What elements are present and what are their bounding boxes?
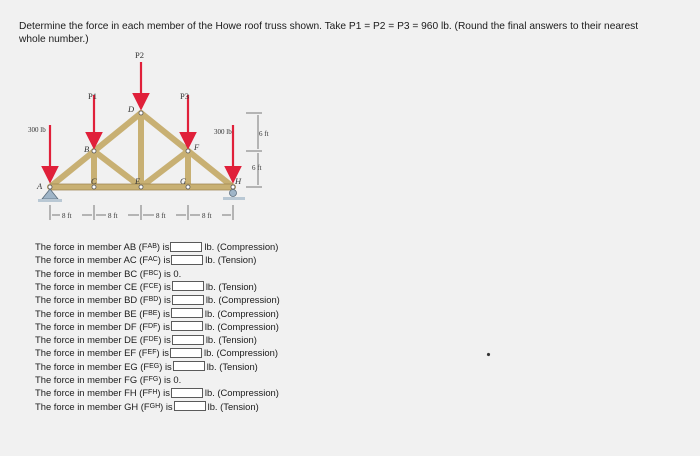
- node-d: D: [128, 104, 135, 114]
- answer-unit: lb. (Compression): [204, 307, 279, 319]
- answer-unit: lb. (Tension): [205, 280, 257, 292]
- dim-8ft-4: 8 ft: [202, 212, 212, 220]
- answer-unit: lb. (Compression): [205, 294, 280, 306]
- dim-6ft-lower: 6 ft: [252, 164, 262, 172]
- answer-unit: lb. (Compression): [204, 320, 279, 332]
- node-c: C: [91, 176, 97, 186]
- answer-subscript: CE: [148, 282, 159, 290]
- answer-subscript: BD: [148, 296, 159, 304]
- answer-suffix: ) is: [157, 387, 170, 399]
- answer-unit: lb. (Compression): [203, 347, 278, 359]
- answer-label: The force in member GH (F: [35, 400, 150, 412]
- answer-subscript: AB: [147, 243, 157, 250]
- answer-input-bd[interactable]: [172, 295, 204, 305]
- answer-subscript: DE: [148, 336, 159, 344]
- answer-input-eg[interactable]: [173, 361, 205, 371]
- label-p3: P3: [180, 91, 189, 101]
- answer-suffix: ) is: [157, 320, 170, 332]
- answer-label: The force in member EG (F: [35, 360, 150, 372]
- answer-unit: lb. (Tension): [205, 254, 257, 266]
- answer-suffix: ) is: [157, 254, 171, 266]
- answer-row-be: [35, 307, 279, 320]
- answer-input-ac[interactable]: [171, 255, 203, 265]
- answer-suffix: ) is 0.: [158, 374, 182, 385]
- label-300-right: 300 lb: [214, 128, 232, 136]
- node-g: G: [180, 176, 187, 186]
- answer-unit: lb. (Compression): [204, 241, 279, 252]
- right-support: [223, 190, 245, 201]
- answer-subscript: DF: [148, 322, 158, 330]
- answer-subscript: AC: [148, 256, 158, 264]
- node-a: A: [37, 181, 43, 191]
- answer-row-ef: [35, 346, 278, 359]
- answer-subscript: FG: [148, 376, 159, 383]
- node-e: E: [135, 176, 141, 186]
- answer-row-de: [35, 333, 257, 346]
- answer-unit: lb. (Tension): [205, 334, 257, 346]
- answer-label: The force in member DE (F: [35, 334, 149, 346]
- answer-row-bc: [35, 267, 181, 280]
- answer-input-fh[interactable]: [171, 388, 203, 398]
- node-b: B: [84, 144, 90, 154]
- dim-6ft-upper: 6 ft: [259, 130, 269, 138]
- answer-unit: lb. (Compression): [204, 387, 279, 399]
- vertical-dimensions: [246, 113, 262, 187]
- answer-row-fh: [35, 386, 279, 399]
- answer-subscript: EG: [149, 362, 160, 370]
- dim-8ft-2: 8 ft: [108, 212, 118, 220]
- answer-row-ab: [35, 240, 278, 253]
- answer-row-eg: [35, 360, 258, 373]
- answer-subscript: EF: [147, 349, 157, 357]
- answer-row-bd: [35, 293, 280, 306]
- answer-suffix: ) is: [157, 307, 170, 319]
- answer-label: The force in member AB (F: [35, 241, 148, 252]
- answer-label: The force in member EF (F: [35, 347, 148, 359]
- answer-suffix: ) is: [160, 400, 173, 412]
- answer-input-gh[interactable]: [174, 401, 206, 411]
- answer-unit: lb. (Tension): [206, 360, 258, 372]
- answer-suffix: ) is: [159, 360, 172, 372]
- answer-label: The force in member FG (F: [35, 374, 149, 385]
- answer-subscript: BC: [148, 269, 159, 277]
- answer-unit: lb. (Tension): [207, 400, 259, 412]
- answer-subscript: BE: [148, 309, 158, 317]
- answer-suffix: ) is: [158, 280, 171, 292]
- label-p2: P2: [135, 50, 144, 60]
- label-p1: P1: [88, 91, 97, 101]
- answer-label: The force in member DF (F: [35, 320, 149, 332]
- answer-input-be[interactable]: [171, 308, 203, 318]
- answer-label: The force in member BE (F: [35, 307, 149, 319]
- answer-label: The force in member FH (F: [35, 387, 149, 399]
- answer-row-ac: [35, 253, 256, 266]
- answer-row-fg: [35, 373, 181, 386]
- truss-members: [50, 113, 233, 187]
- answer-row-gh: [35, 400, 259, 413]
- answer-suffix: ) is: [156, 241, 170, 252]
- dim-8ft-1: 8 ft: [62, 212, 72, 220]
- dim-8ft-3: 8 ft: [156, 212, 166, 220]
- answer-suffix: ) is: [158, 294, 171, 306]
- answer-suffix: ) is: [156, 347, 169, 359]
- answer-suffix: ) is 0.: [158, 267, 182, 279]
- answer-input-ab[interactable]: [170, 242, 202, 252]
- answer-row-df: [35, 320, 279, 333]
- label-300-left: 300 lb: [28, 126, 46, 134]
- question-text: Determine the force in each member of the Howe roof truss shown. Take P1 = P2 = P3 = 960 lb. (Round the final answers to their nearest whole number.): [19, 21, 639, 45]
- node-h: H: [235, 176, 242, 186]
- answer-subscript: GH: [149, 402, 161, 410]
- answer-row-ce: [35, 280, 257, 293]
- answer-suffix: ) is: [158, 334, 171, 346]
- node-f: F: [194, 142, 200, 152]
- answer-input-df[interactable]: [171, 321, 203, 331]
- answer-label: The force in member BD (F: [35, 294, 149, 306]
- answer-input-ef[interactable]: [170, 348, 202, 358]
- member-be: [94, 151, 141, 187]
- answer-label: The force in member BC (F: [35, 267, 149, 279]
- answer-input-ce[interactable]: [172, 281, 204, 291]
- answer-input-de[interactable]: [172, 335, 204, 345]
- answer-label: The force in member AC (F: [35, 254, 149, 266]
- answer-subscript: FH: [148, 389, 158, 397]
- answer-label: The force in member CE (F: [35, 280, 149, 292]
